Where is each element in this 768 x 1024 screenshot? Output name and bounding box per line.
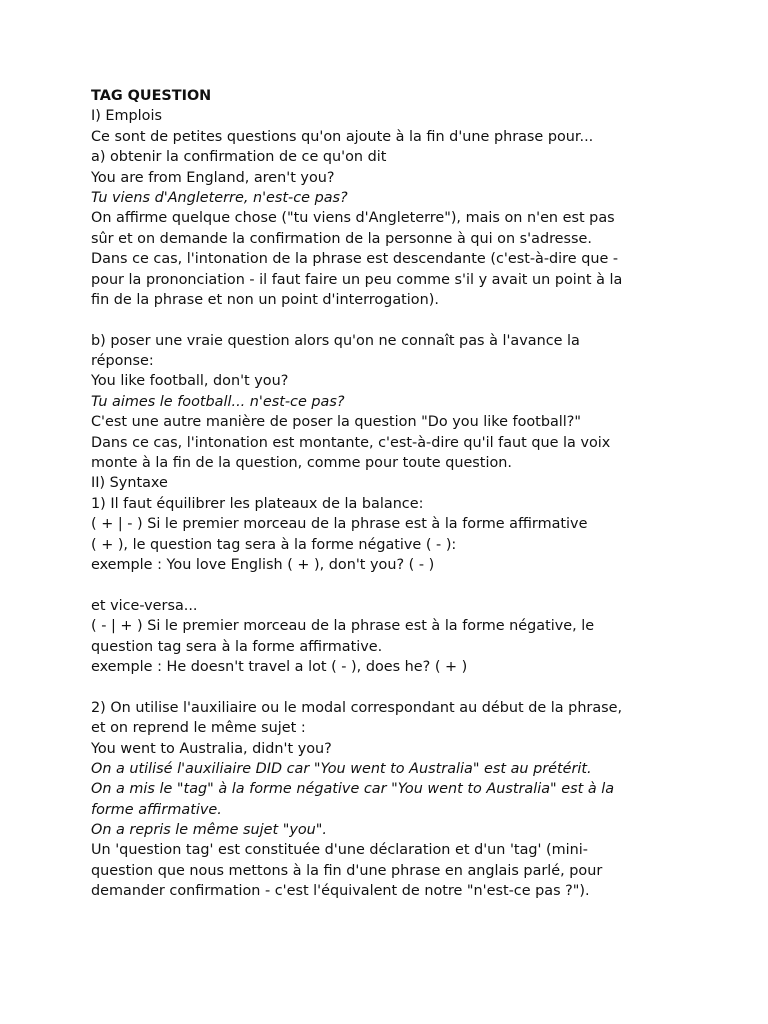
italic-text-line: Tu viens d'Angleterre, n'est-ce pas?	[91, 189, 348, 206]
text-line: demander confirmation - c'est l'équivalent de notre "n'est-ce pas ?").	[91, 883, 590, 900]
text-line: b) poser une vraie question alors qu'on ne connaît pas à l'avance la	[91, 332, 580, 349]
text-line: You went to Australia, didn't you?	[91, 740, 332, 757]
text-line: 2) On utilise l'auxiliaire ou le modal correspondant au début de la phrase,	[91, 699, 623, 716]
text-line: a) obtenir la confirmation de ce qu'on dit	[91, 149, 387, 166]
text-line: sûr et on demande la confirmation de la personne à qui on s'adresse.	[91, 230, 592, 247]
text-line: Ce sont de petites questions qu'on ajoute à la fin d'une phrase pour...	[91, 128, 594, 145]
text-line: I) Emplois	[91, 108, 162, 125]
text-line: ( + | - ) Si le premier morceau de la phrase est à la forme affirmative	[91, 516, 588, 533]
blank-line	[91, 575, 711, 595]
text-line: C'est une autre manière de poser la question "Do you like football?"	[91, 414, 582, 431]
text-line: Un 'question tag' est constituée d'une déclaration et d'un 'tag' (mini-	[91, 842, 588, 859]
text-line: exemple : He doesn't travel a lot ( - ), does he? ( + )	[91, 658, 468, 675]
text-line: monte à la fin de la question, comme pour toute question.	[91, 455, 512, 472]
italic-text-line: On a repris le même sujet "you".	[91, 822, 327, 839]
italic-text-line: On a utilisé l'auxiliaire DID car "You went to Australia" est au prétérit.	[91, 760, 592, 777]
document-page	[91, 86, 711, 902]
document-title: TAG QUESTION	[91, 88, 212, 104]
text-line: fin de la phrase et non un point d'interrogation).	[91, 291, 439, 308]
text-line: question tag sera à la forme affirmative.	[91, 638, 383, 655]
text-line: réponse:	[91, 353, 154, 370]
text-line: You are from England, aren't you?	[91, 169, 335, 186]
text-line: Dans ce cas, l'intonation est montante, c'est-à-dire qu'il faut que la voix	[91, 434, 611, 451]
text-line: II) Syntaxe	[91, 475, 168, 492]
text-line: ( + ), le question tag sera à la forme négative ( - ):	[91, 536, 457, 553]
blank-line	[91, 677, 711, 697]
text-line: Dans ce cas, l'intonation de la phrase est descendante (c'est-à-dire que -	[91, 251, 619, 268]
text-line: pour la prononciation - il faut faire un peu comme s'il y avait un point à la	[91, 271, 623, 288]
text-line: ( - | + ) Si le premier morceau de la phrase est à la forme négative, le	[91, 618, 595, 635]
italic-text-line: Tu aimes le football... n'est-ce pas?	[91, 393, 345, 410]
text-line: et vice-versa...	[91, 597, 198, 614]
text-line: exemple : You love English ( + ), don't you? ( - )	[91, 556, 435, 573]
text-line: 1) Il faut équilibrer les plateaux de la balance:	[91, 495, 424, 512]
text-line: You like football, don't you?	[91, 373, 289, 390]
text-line: On affirme quelque chose ("tu viens d'Angleterre"), mais on n'en est pas	[91, 210, 615, 227]
italic-text-line: On a mis le "tag" à la forme négative car "You went to Australia" est à la	[91, 781, 615, 798]
blank-line	[91, 310, 711, 330]
text-line: et on reprend le même sujet :	[91, 720, 306, 737]
text-line: question que nous mettons à la fin d'une phrase en anglais parlé, pour	[91, 862, 603, 879]
italic-text-line: forme affirmative.	[91, 801, 222, 818]
